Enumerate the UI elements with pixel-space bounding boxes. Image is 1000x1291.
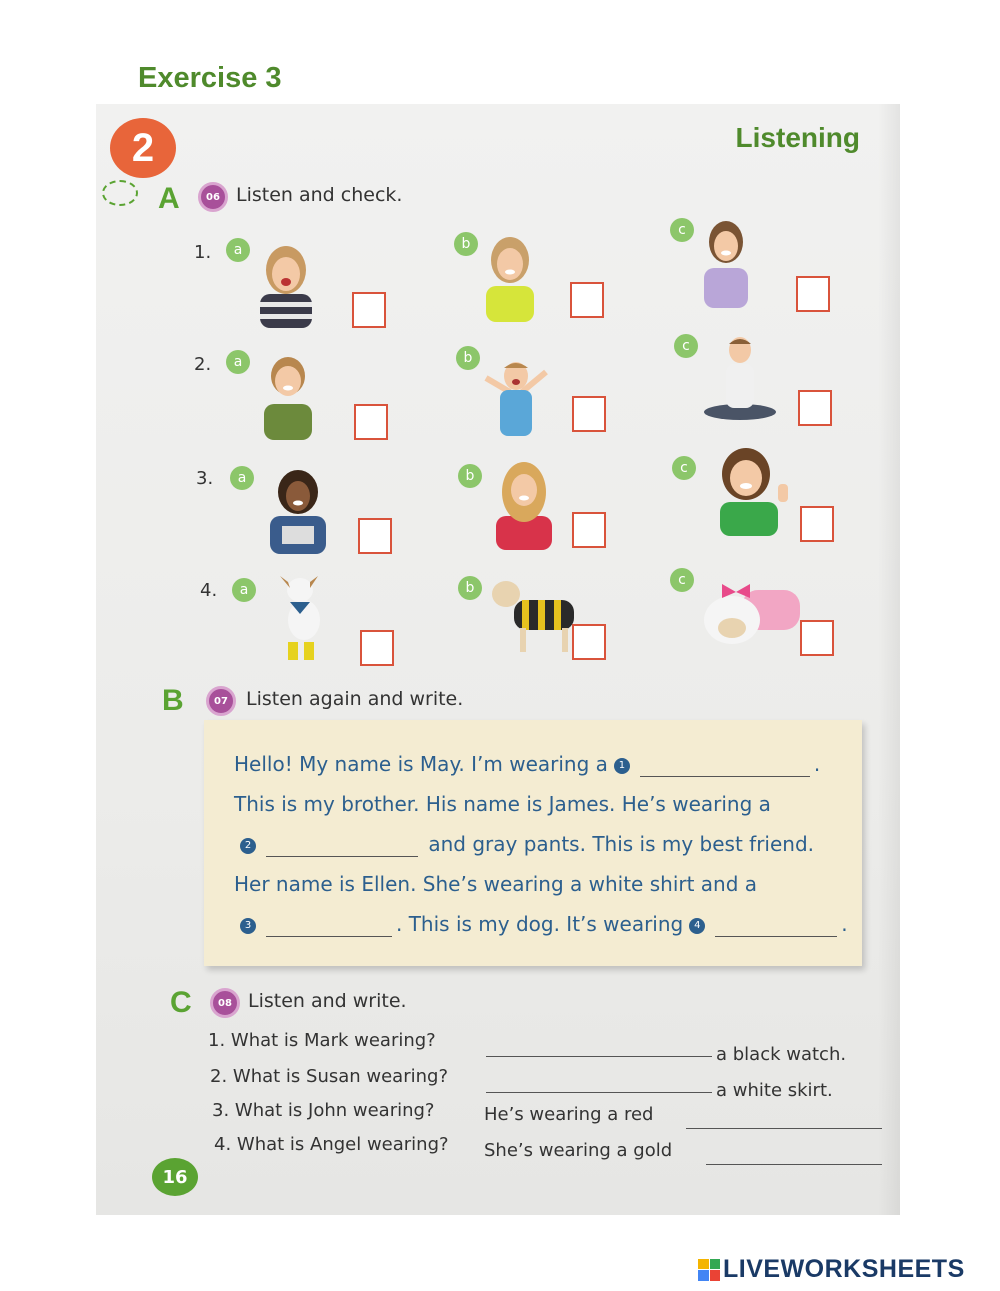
girl-green-shirt-photo — [706, 444, 802, 536]
section-b-letter: B — [162, 684, 184, 717]
girl-tablet-photo — [258, 462, 338, 554]
question-3: 3. What is John wearing? — [212, 1100, 435, 1121]
question-1: 1. What is Mark wearing? — [208, 1030, 436, 1051]
track-icon: 06 — [198, 182, 228, 212]
answer-prefix-4: She’s wearing a gold — [484, 1140, 673, 1161]
row-number: 1. — [194, 242, 212, 263]
answer-checkbox-4a[interactable] — [360, 630, 394, 666]
answer-input-c3[interactable] — [686, 1110, 882, 1129]
option-label: b — [458, 464, 482, 488]
answer-checkbox-4c[interactable] — [800, 620, 834, 656]
option-label: a — [232, 578, 256, 602]
textbook-page — [96, 104, 900, 1215]
answer-checkbox-2b[interactable] — [572, 396, 606, 432]
story-line-1 — [234, 752, 820, 777]
period: . — [813, 752, 821, 776]
answer-input-c2[interactable] — [486, 1074, 712, 1093]
story-line-3-text: and gray pants. This is my best friend. — [428, 832, 815, 856]
answer-checkbox-3a[interactable] — [358, 518, 392, 554]
section-c-letter: C — [170, 986, 192, 1019]
page-number: 16 — [152, 1158, 198, 1196]
row-number: 3. — [196, 468, 214, 489]
blank-number-icon: 4 — [689, 918, 705, 934]
row-number: 2. — [194, 354, 212, 375]
liveworksheets-wordmark: LIVEWORKSHEETS — [723, 1255, 965, 1283]
section-a-instruction: Listen and check. — [236, 184, 403, 206]
answer-checkbox-2c[interactable] — [798, 390, 832, 426]
section-a-letter: A — [158, 182, 180, 215]
option-label: c — [670, 568, 694, 592]
bulldog-pink-dress-photo — [702, 570, 806, 662]
option-label: b — [458, 576, 482, 600]
blank-input-1[interactable] — [640, 758, 810, 777]
track-icon: 08 — [210, 988, 240, 1018]
story-line-5-text: . This is my dog. It’s wearing — [396, 912, 684, 936]
answer-checkbox-3b[interactable] — [572, 512, 606, 548]
section-b-instruction: Listen again and write. — [246, 688, 464, 710]
period: . — [841, 912, 848, 936]
liveworksheets-icon — [698, 1259, 720, 1281]
question-2: 2. What is Susan wearing? — [210, 1066, 448, 1087]
answer-suffix-2: a white skirt. — [716, 1080, 833, 1101]
blank-number-icon: 1 — [614, 758, 630, 774]
answer-input-c1[interactable] — [486, 1038, 712, 1057]
answer-checkbox-1a[interactable] — [352, 292, 386, 328]
section-title: Listening — [735, 122, 860, 153]
story-line-1-text: Hello! My name is May. I’m wearing a — [234, 752, 608, 776]
blank-number-icon: 2 — [240, 838, 256, 854]
option-label: c — [672, 456, 696, 480]
story-line-3 — [234, 832, 814, 857]
answer-suffix-1: a black watch. — [716, 1044, 847, 1065]
girl-red-shirt-photo — [484, 458, 564, 550]
answer-checkbox-1c[interactable] — [796, 276, 830, 312]
option-label: a — [226, 350, 250, 374]
dog-boots-photo — [270, 572, 350, 664]
girl-presenting-photo — [686, 216, 766, 308]
answer-checkbox-4b[interactable] — [572, 624, 606, 660]
story-line-2: This is my brother. His name is James. He’s wearing a — [234, 792, 771, 816]
answer-input-c4[interactable] — [706, 1146, 882, 1165]
section-c-instruction: Listen and write. — [248, 990, 407, 1012]
liveworksheets-logo — [698, 1255, 965, 1284]
answer-prefix-3: He’s wearing a red — [484, 1104, 654, 1125]
blank-number-icon: 3 — [240, 918, 256, 934]
option-label: b — [456, 346, 480, 370]
option-label: b — [454, 232, 478, 256]
boy-sitting-photo — [700, 328, 780, 420]
blank-input-2[interactable] — [266, 838, 418, 857]
row-number: 4. — [200, 580, 218, 601]
option-label: a — [226, 238, 250, 262]
exercise-title: Exercise 3 — [138, 62, 282, 94]
page-shadow — [878, 104, 900, 1215]
blank-input-4[interactable] — [715, 918, 837, 937]
girl-thumbs-up-photo — [470, 230, 550, 322]
answer-checkbox-3c[interactable] — [800, 506, 834, 542]
answer-checkbox-2a[interactable] — [354, 404, 388, 440]
option-label: c — [674, 334, 698, 358]
cycle-arrow-icon — [102, 180, 138, 206]
answer-checkbox-1b[interactable] — [570, 282, 604, 318]
track-icon: 07 — [206, 686, 236, 716]
option-label: c — [670, 218, 694, 242]
unit-badge: 2 — [110, 118, 176, 178]
story-line-5 — [234, 912, 848, 937]
option-label: a — [230, 466, 254, 490]
blank-input-3[interactable] — [266, 918, 392, 937]
story-line-4: Her name is Ellen. She’s wearing a white shirt and a — [234, 872, 758, 896]
boy-arms-up-photo — [466, 348, 566, 440]
boy-thumbs-up-photo — [248, 348, 328, 440]
story-text-box — [204, 720, 862, 966]
girl-shouting-photo — [246, 236, 326, 328]
question-4: 4. What is Angel wearing? — [214, 1134, 449, 1155]
